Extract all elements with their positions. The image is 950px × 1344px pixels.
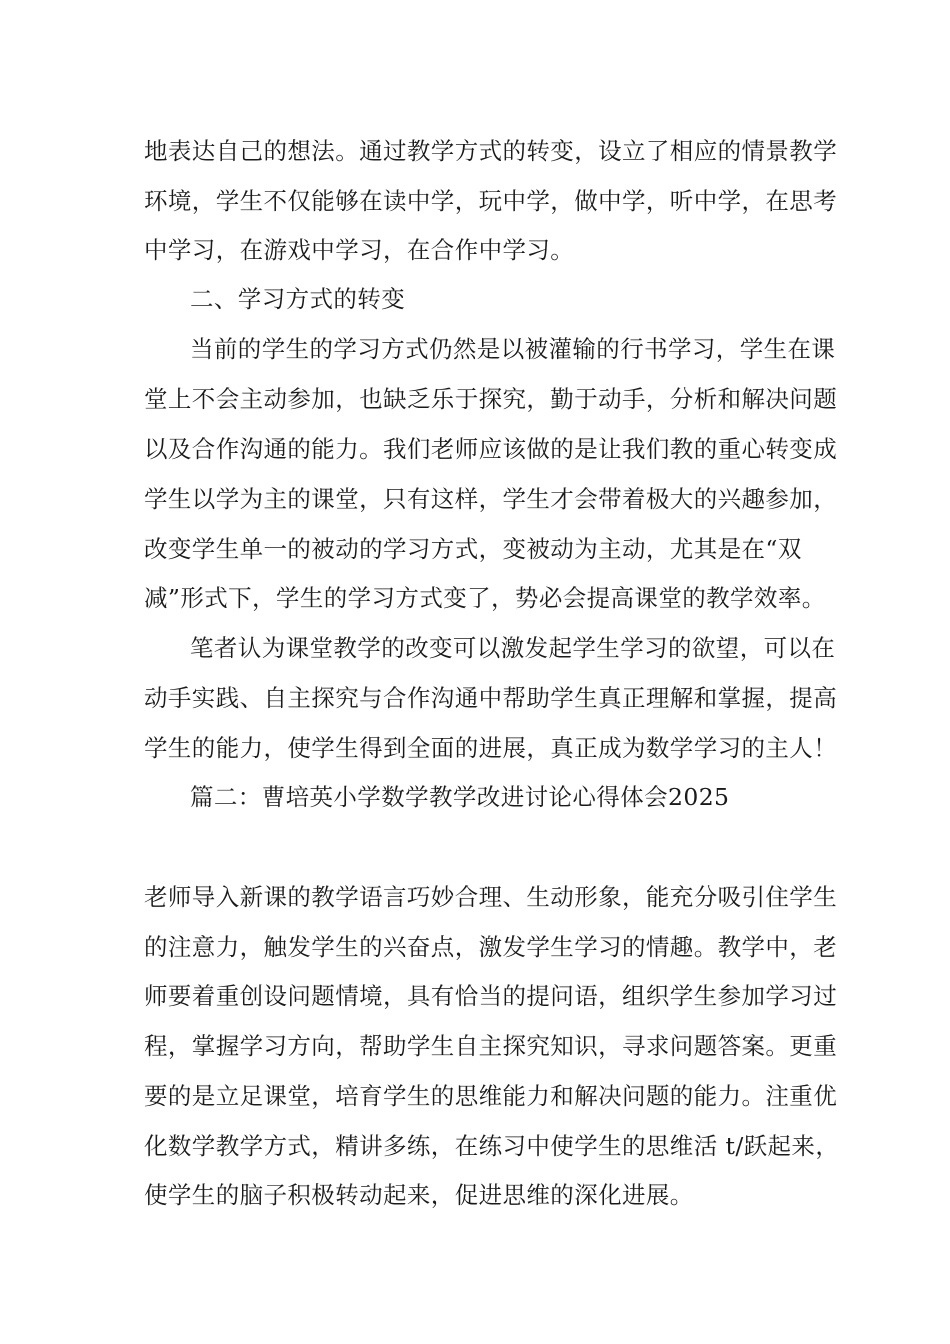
text-line: 当前的学生的学习方式仍然是以被灌输的行书学习，学生在课 — [190, 335, 836, 363]
text-line: 以及合作沟通的能力。我们老师应该做的是让我们教的重心转变成 — [144, 435, 838, 463]
text-line: 堂上不会主动参加，也缺乏乐于探究，勤于动手，分析和解决问题 — [144, 385, 838, 413]
text-line: 中学习，在游戏中学习，在合作中学习。 — [144, 236, 575, 264]
text-line: 笔者认为课堂教学的改变可以激发起学生学习的欲望，可以在 — [190, 634, 836, 662]
text-line: 减”形式下，学生的学习方式变了，势必会提高课堂的教学效率。 — [144, 584, 826, 612]
article-title: 篇二：曹培英小学数学教学改进讨论心得体会2025 — [190, 783, 730, 811]
text-line: 使学生的脑子积极转动起来，促进思维的深化进展。 — [144, 1181, 694, 1209]
text-line: 老师导入新课的教学语言巧妙合理、生动形象，能充分吸引住学生 — [144, 883, 838, 911]
text-line: 化数学教学方式，精讲多练，在练习中使学生的思维活 t/跃起来， — [144, 1132, 840, 1160]
text-line: 地表达自己的想法。通过教学方式的转变，设立了相应的情景教学 — [144, 137, 838, 165]
text-line: 环境，学生不仅能够在读中学，玩中学，做中学，听中学，在思考 — [144, 187, 838, 215]
text-line: 改变学生单一的被动的学习方式，变被动为主动，尤其是在“双 — [144, 535, 802, 563]
text-line: 要的是立足课堂，培育学生的思维能力和解决问题的能力。注重优 — [144, 1082, 838, 1110]
section-heading: 二、学习方式的转变 — [190, 285, 406, 313]
text-line: 程，掌握学习方向，帮助学生自主探究知识，寻求问题答案。更重 — [144, 1032, 838, 1060]
text-line: 学生的能力，使学生得到全面的进展，真正成为数学学习的主人！ — [144, 734, 838, 762]
text-line: 师要着重创设问题情境，具有恰当的提问语，组织学生参加学习过 — [144, 982, 838, 1010]
text-line: 的注意力，触发学生的兴奋点，激发学生学习的情趣。教学中，老 — [144, 933, 838, 961]
text-line: 学生以学为主的课堂，只有这样，学生才会带着极大的兴趣参加， — [144, 485, 838, 513]
text-line: 动手实践、自主探究与合作沟通中帮助学生真正理解和掌握，提高 — [144, 684, 838, 712]
